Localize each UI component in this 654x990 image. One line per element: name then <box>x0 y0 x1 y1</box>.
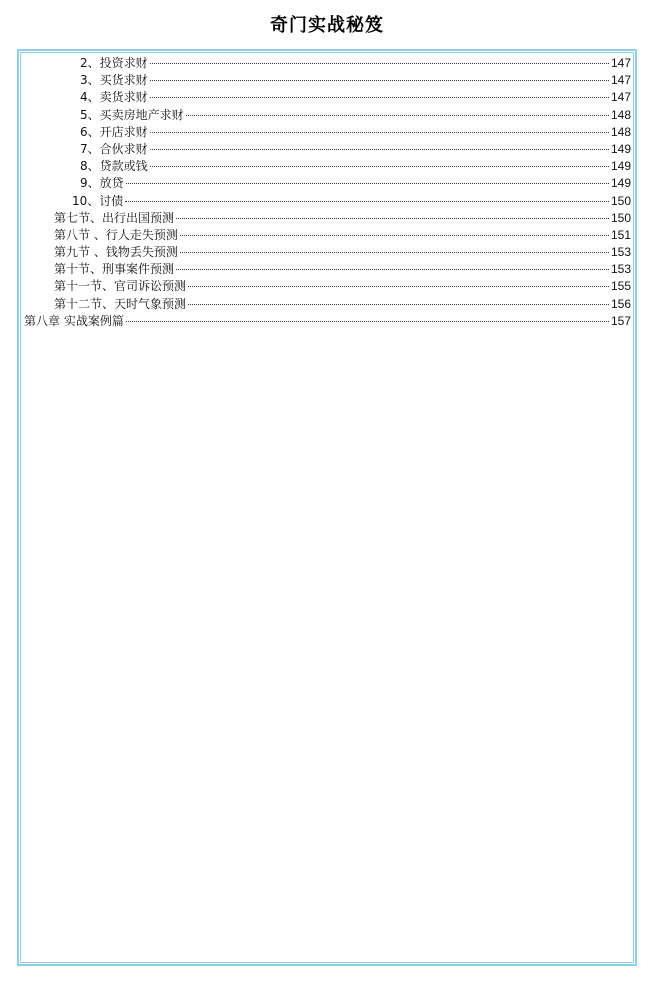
toc-entry[interactable] <box>24 141 631 158</box>
toc-page-number: 151 <box>610 227 631 242</box>
toc-dot-leader <box>188 304 609 305</box>
toc-page-number: 148 <box>610 107 631 122</box>
toc-page-number: 147 <box>610 90 631 105</box>
toc-entry-label: 5、买卖房地产求财 <box>80 107 184 122</box>
toc-page-number: 155 <box>610 279 631 294</box>
toc-dot-leader <box>188 286 609 287</box>
toc-entry[interactable] <box>24 107 631 124</box>
toc-page-number: 153 <box>610 262 631 277</box>
toc-entry-label: 第九节 、钱物丢失预测 <box>54 245 178 260</box>
toc-dot-leader <box>125 201 609 202</box>
toc-entry-label: 第十一节、官司诉讼预测 <box>54 279 187 294</box>
toc-entry[interactable] <box>24 158 631 175</box>
toc-entry[interactable] <box>24 72 631 89</box>
toc-entry[interactable] <box>24 313 631 330</box>
toc-entry-label: 9、放贷 <box>80 176 124 191</box>
toc-dot-leader <box>176 269 609 270</box>
toc-entry-label: 第八章 实战案例篇 <box>24 313 124 328</box>
toc-entry-label: 10、讨债 <box>72 193 124 208</box>
toc-dot-leader <box>176 218 609 219</box>
toc-entry-label: 第八节 、行人走失预测 <box>54 227 178 242</box>
toc-entry-label: 7、合伙求财 <box>80 141 148 156</box>
toc-dot-leader <box>186 115 609 116</box>
toc-entry[interactable] <box>24 55 631 72</box>
toc-entry[interactable] <box>24 278 631 295</box>
toc-page-number: 150 <box>610 210 631 225</box>
toc-page-number: 153 <box>610 245 631 260</box>
toc-dot-leader <box>150 63 609 64</box>
toc-entry-label: 3、买货求财 <box>80 73 148 88</box>
toc-entry[interactable] <box>24 227 631 244</box>
toc-dot-leader <box>150 80 609 81</box>
toc-entry-label: 2、投资求财 <box>80 56 148 70</box>
toc-page-number: 150 <box>610 193 631 208</box>
toc-page-number: 157 <box>610 313 631 328</box>
toc-page-number: 149 <box>610 176 631 191</box>
toc-page-number: 156 <box>610 296 631 311</box>
toc-dot-leader <box>180 235 609 236</box>
toc-entry-label: 第十节、刑事案件预测 <box>54 262 175 277</box>
toc-page-number: 149 <box>610 159 631 174</box>
toc-page-number: 147 <box>610 56 631 70</box>
toc-dot-leader <box>150 97 609 98</box>
toc-dot-leader <box>126 321 609 322</box>
toc-entry[interactable] <box>24 261 631 278</box>
page-title: 奇门实战秘笈 <box>270 15 384 36</box>
toc-page-number: 149 <box>610 141 631 156</box>
toc-dot-leader <box>180 252 609 253</box>
toc-entry[interactable] <box>24 296 631 313</box>
toc-dot-leader <box>126 183 609 184</box>
toc-entry-label: 4、卖货求财 <box>80 90 148 105</box>
toc-entry[interactable] <box>24 210 631 227</box>
toc-entry[interactable] <box>24 193 631 210</box>
toc-entry-label: 8、贷款或钱 <box>80 159 148 174</box>
toc-entry[interactable] <box>24 89 631 106</box>
table-of-contents <box>24 55 631 330</box>
toc-page-number: 148 <box>610 124 631 139</box>
toc-dot-leader <box>150 149 609 150</box>
toc-entry[interactable] <box>24 124 631 141</box>
toc-entry-label: 6、开店求财 <box>80 124 148 139</box>
toc-entry[interactable] <box>24 244 631 261</box>
toc-entry-label: 第七节、出行出国预测 <box>54 210 175 225</box>
toc-entry[interactable] <box>24 175 631 192</box>
toc-dot-leader <box>150 166 609 167</box>
toc-dot-leader <box>150 132 609 133</box>
toc-entry-label: 第十二节、天时气象预测 <box>54 296 187 311</box>
toc-page-number: 147 <box>610 73 631 88</box>
